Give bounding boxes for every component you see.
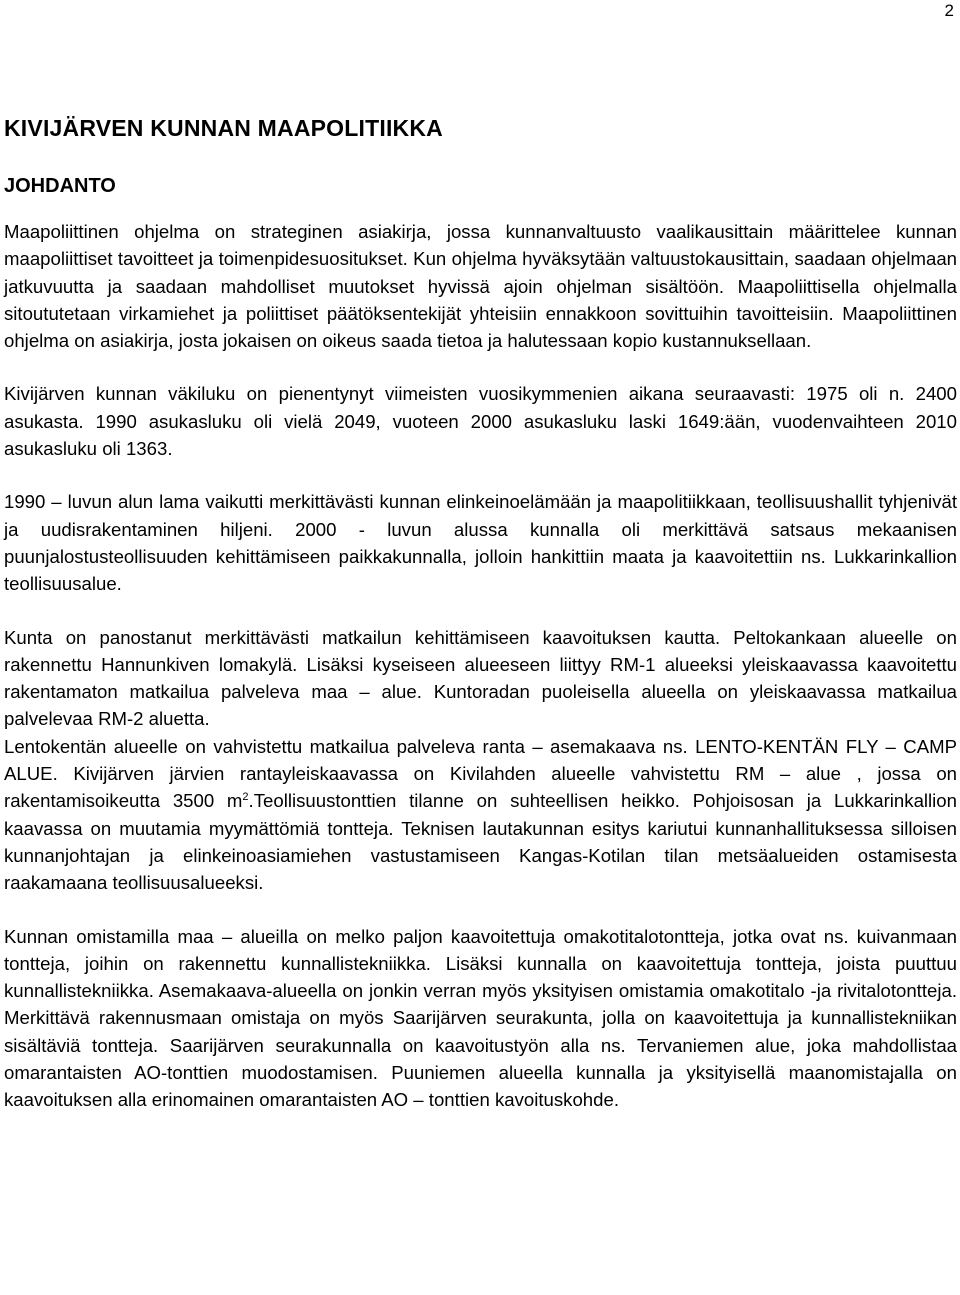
paragraph-plots: Kunnan omistamilla maa – alueilla on melko paljon kaavoitettuja omakotitalotontteja, jotka ovat ns. kuivanmaan tontteja, joihin on rakennettu kunnallistekniikka. Lisäksi kunnalla on kaavoitettuja tontteja, joista puuttuu kunnallistekniikka. Asemakaava-alueella on jonkin verran myös yksityisen omistamia omakotitalo -ja rivitalotontteja. Merkittävä rakennusmaan omistaja on myös Saarijärven seurakunta, jolla on kaavoitettuja ja kunnallistekniikan sisältäviä tontteja. Saarijärven seurakunnalla on kaavoitustyön alla ns. Tervaniemen alue, joka mahdollistaa omarantaisten AO-tonttien muodostamisen. Puuniemen alueella kunnalla ja yksityisellä maanomistajalla on kaavoituksen alla erinomainen omarantaisten AO – tonttien kavoituskohde.	[4, 925, 957, 1111]
document-title: KIVIJÄRVEN KUNNAN MAAPOLITIIKKA	[4, 115, 443, 141]
superscript-2: 2	[242, 791, 249, 804]
paragraph-population: Kivijärven kunnan väkiluku on pienentynyt viimeisten vuosikymmenien aikana seuraavasti: 1975 oli n. 2400 asukasta. 1990 asukasluku oli vielä 2049, vuoteen 2000 asukasluku laski 1649:ään, vuodenvaihteen 2010 asukasluku oli 1363.	[4, 383, 957, 460]
paragraph-tourism-end: .Teollisuustonttien tilanne on suhteellisen heikko. Pohjoisosan ja Lukkarinkallion kaavassa on muutamia myymättömiä tontteja. Teknisen lautakunnan esitys kariutui kunnanhallituksessa silloisen kunnanjohtajan ja elinkeinoasiamiehen vastustamiseen Kangas-Kotilan tilan metsäalueiden ostamisesta raakamaana teollisuusalueeksi.	[4, 790, 957, 894]
section-heading: JOHDANTO	[4, 175, 116, 197]
paragraph-tourism-text: Kunta on panostanut merkittävästi matkailun kehittämiseen kaavoituksen kautta. Peltokankaan alueelle on rakennettu Hannunkiven lomakylä. Lisäksi kyseiseen alueeseen liittyy RM-1 alueeksi yleiskaavassa kaavoitettu rakentamaton matkailua palveleva maa – alue. Kuntoradan puoleisella alueella on yleiskaavassa matkailua palvelevaa RM-2 aluetta.	[4, 626, 957, 730]
paragraph-recession: 1990 – luvun alun lama vaikutti merkittävästi kunnan elinkeinoelämään ja maapolitiikkaan, teollisuushallit tyhjenivät ja uudisrakentaminen hiljeni. 2000 - luvun alussa kunnalla oli merkittävä satsaus mekaanisen puunjalostusteollisuuden kehittämiseen paikkakunnalla, jolloin hankittiin maata ja kaavoitettiin ns. Lukkarinkallion teollisuusalue.	[4, 491, 957, 595]
page-number: 2	[944, 1, 954, 20]
paragraph-intro: Maapoliittinen ohjelma on strateginen asiakirja, jossa kunnanvaltuusto vaalikausittain määrittelee kunnan maapoliittiset tavoitteet ja toimenpidesuositukset. Kun ohjelma hyväksytään valtuustokausittain, saadaan ohjelmaan jatkuvuutta ja saadaan mahdolliset muutokset hyvissä ajoin ohjelman sisältöön. Maapoliittisella ohjelmalla sitoututetaan virkamiehet ja poliittiset päätöksentekijät yhteisiin ennakkoon sovittuihin tavoitteisiin. Maapoliittinen ohjelma on asiakirja, josta jokaisen on oikeus saada tietoa ja halutessaan kopio kustannuksellaan.	[4, 221, 957, 352]
paragraph-tourism	[4, 624, 957, 897]
document-body	[4, 110, 957, 1140]
paragraph-tourism-cont: Lentokentän alueelle on vahvistettu matkailua palveleva ranta – asemakaava ns. LENTO-KENTÄN FLY – CAMP ALUE. Kivijärven järvien rantayleiskaavassa on Kivilahden alueelle vahvistettu RM – alue , jossa on rakentamisoikeutta 3500 m	[4, 735, 957, 812]
